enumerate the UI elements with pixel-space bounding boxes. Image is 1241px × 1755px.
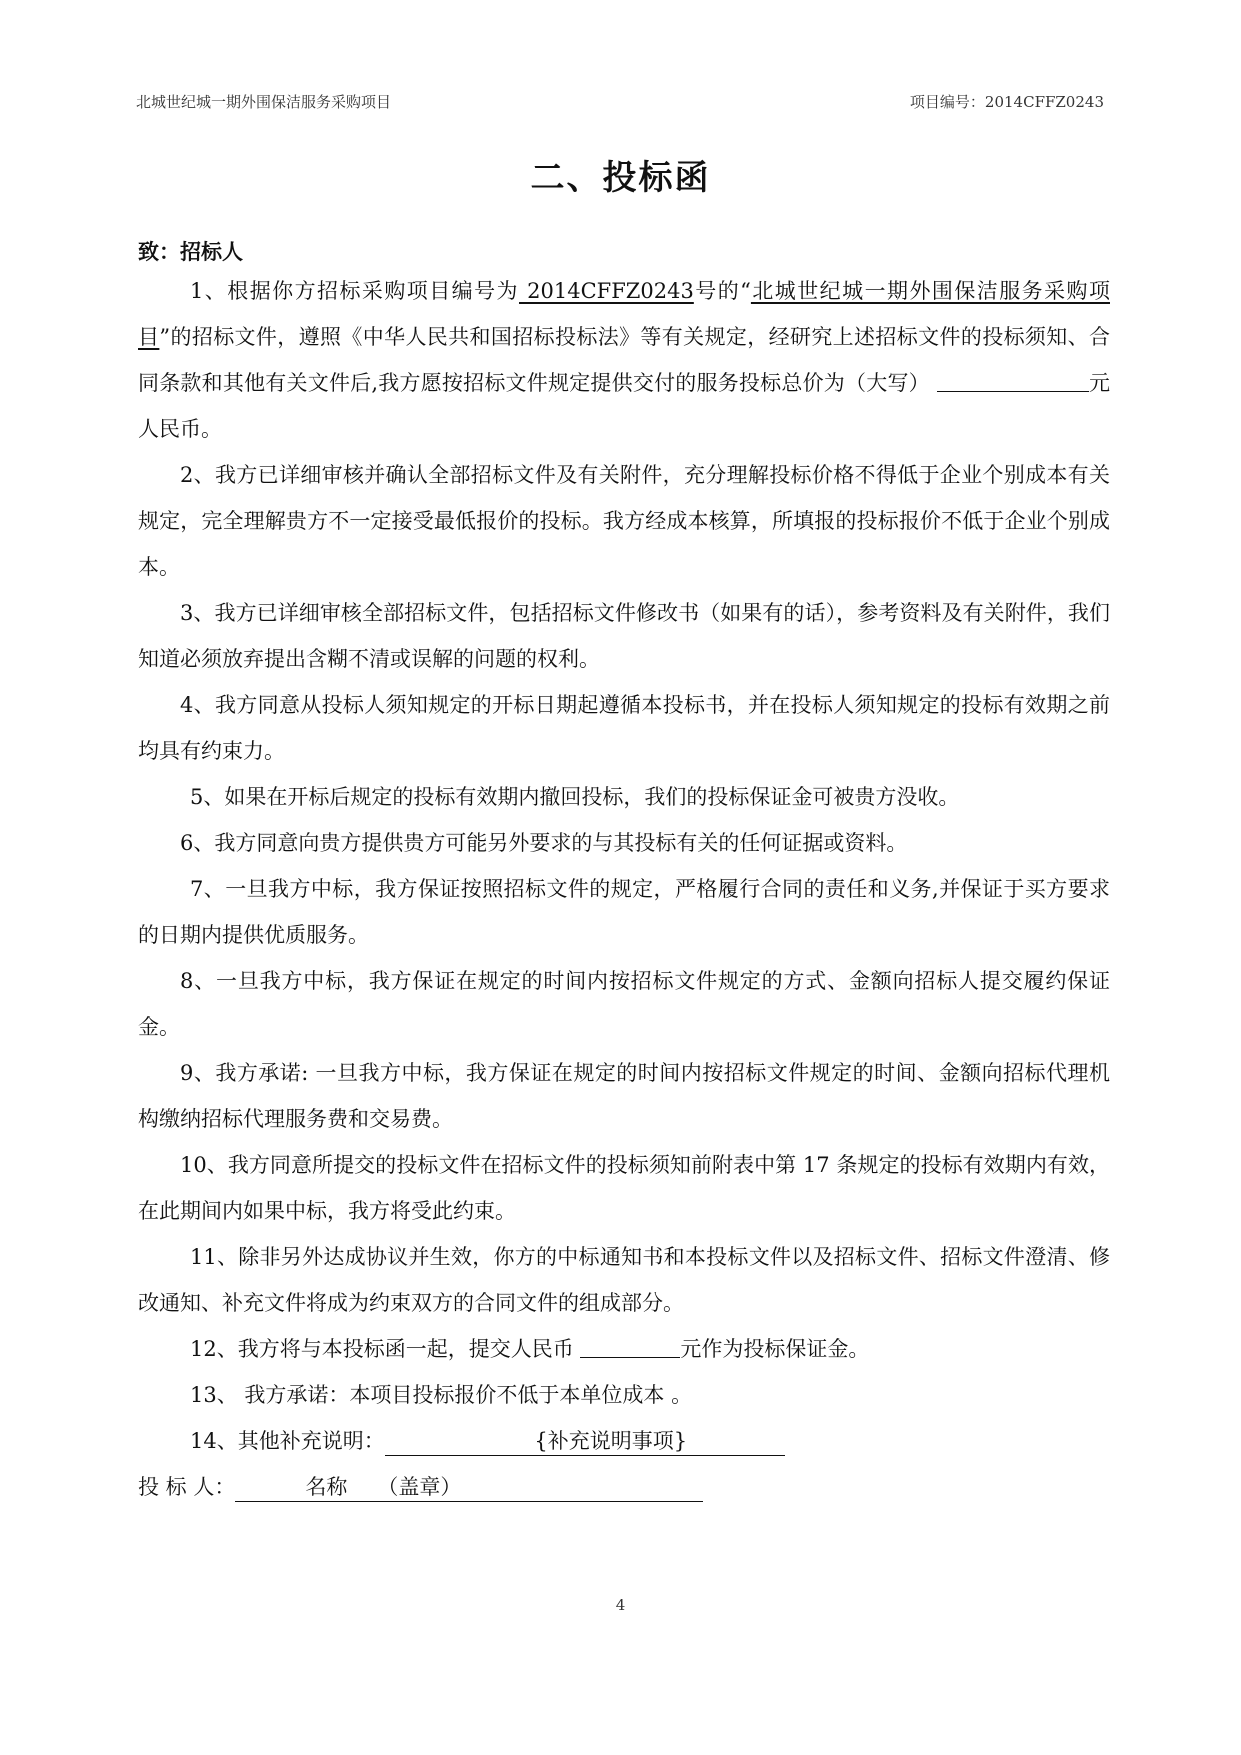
paragraph-item-4: 4、我方同意从投标人须知规定的开标日期起遵循本投标书，并在投标人须知规定的投标有效期之前均具有约束力。	[138, 693, 1110, 763]
item1-suffix: ”的招标文件，遵照《中华人民共和国招标投标法》等有关规定，经研究上述招标文件的投标须知、合同条款和其他有关文件后,我方愿按招标文件规定提供交付的服务投标总价为（大写）	[138, 325, 1111, 395]
bidder-label: 投 标 人：	[138, 1475, 236, 1499]
paragraph-item-5: 5、如果在开标后规定的投标有效期内撤回投标，我们的投标保证金可被贵方没收。	[190, 785, 960, 809]
page-title: 二、投标函	[530, 158, 711, 198]
item14-label: 14、其他补充说明：	[190, 1429, 385, 1453]
bidder-seal-placeholder: （盖章）	[377, 1475, 462, 1499]
paragraph-item-13: 13、 我方承诺：本项目投标报价不低于本单位成本 。	[190, 1383, 693, 1407]
item1-mid: 号的“	[693, 279, 751, 303]
paragraph-item-9: 9、我方承诺: 一旦我方中标，我方保证在规定的时间内按招标文件规定的时间、金额向招标代理机构缴纳招标代理服务费和交易费。	[138, 1061, 1110, 1131]
paragraph-item-8: 8、一旦我方中标，我方保证在规定的时间内按招标文件规定的方式、金额向招标人提交履约保证金。	[138, 969, 1110, 1039]
bid-bond-blank[interactable]	[580, 1335, 680, 1358]
header-project-name: 北城世纪城一期外围保洁服务采购项目	[136, 93, 392, 111]
paragraph-item-7: 7、一旦我方中标，我方保证按照招标文件的规定，严格履行合同的责任和义务,并保证于买方要求的日期内提供优质服务。	[138, 877, 1110, 947]
header-project-number: 项目编号：2014CFFZ0243	[909, 93, 1104, 111]
item12-suffix: 元作为投标保证金。	[680, 1337, 870, 1361]
project-name-underlined: 北城世纪城一期外围保洁服务采购项目	[138, 279, 1110, 349]
item1-prefix: 1、根据你方招标采购项目编号为	[190, 279, 520, 303]
paragraph-item-2: 2、我方已详细审核并确认全部招标文件及有关附件，充分理解投标价格不得低于企业个别成本有关规定，完全理解贵方不一定接受最低报价的投标。我方经成本核算，所填报的投标报价不低于企业个别成本。	[138, 463, 1110, 579]
bidder-name-placeholder: 名称	[305, 1475, 348, 1499]
paragraph-item-14	[138, 1418, 1110, 1464]
project-code: 2014CFFZ0243	[519, 279, 694, 303]
bidder-signature-field[interactable]	[235, 1473, 703, 1502]
paragraph-item-1	[138, 268, 1110, 452]
paragraph-item-3: 3、我方已详细审核全部招标文件，包括招标文件修改书（如果有的话），参考资料及有关附件，我们知道必须放弃提出含糊不清或误解的问题的权利。	[138, 601, 1110, 671]
paragraph-item-10: 10、我方同意所提交的投标文件在招标文件的投标须知前附表中第 17 条规定的投标有效期内有效，在此期间内如果中标，我方将受此约束。	[138, 1153, 1110, 1223]
bidder-line	[138, 1464, 1110, 1510]
total-price-blank[interactable]	[937, 369, 1089, 392]
paragraph-item-11: 11、除非另外达成协议并生效，你方的中标通知书和本投标文件以及招标文件、招标文件澄清、修改通知、补充文件将成为约束双方的合同文件的组成部分。	[138, 1245, 1110, 1315]
page-number: 4	[615, 1596, 626, 1614]
supplementary-notes-placeholder: {补充说明事项}	[534, 1429, 688, 1453]
paragraph-item-12	[138, 1326, 1110, 1372]
letter-body	[138, 268, 1110, 1510]
item1-end: 元人民币。	[138, 371, 1111, 441]
paragraph-item-6: 6、我方同意向贵方提供贵方可能另外要求的与其投标有关的任何证据或资料。	[180, 831, 908, 855]
supplementary-notes-field[interactable]	[385, 1427, 785, 1456]
salutation: 致：招标人	[138, 240, 243, 264]
item12-prefix: 12、我方将与本投标函一起，提交人民币	[190, 1337, 574, 1361]
